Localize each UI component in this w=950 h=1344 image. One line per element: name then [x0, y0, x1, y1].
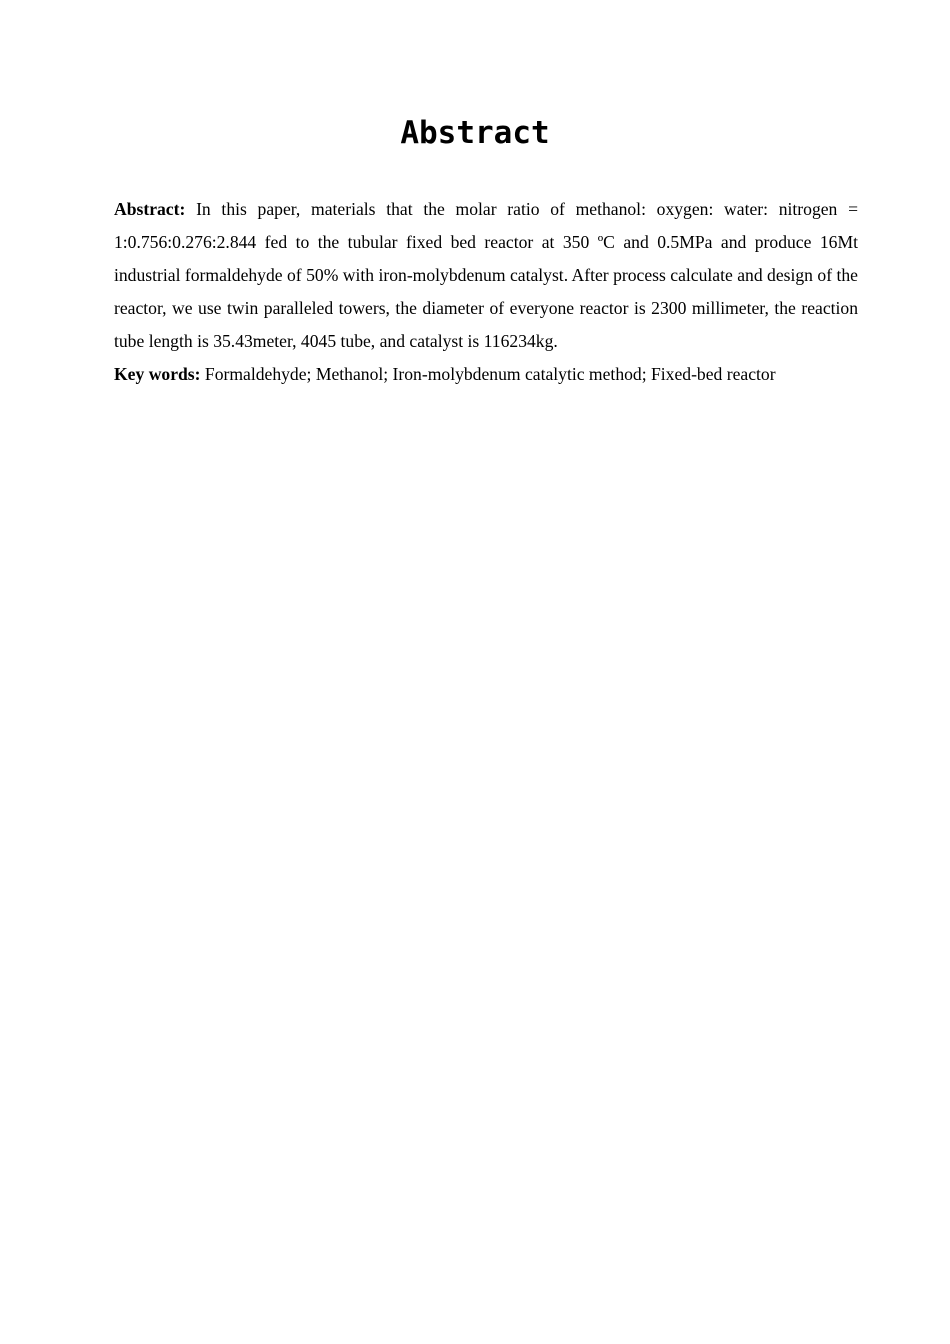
page-title: Abstract	[400, 115, 550, 151]
keywords-label: Key words:	[114, 364, 201, 384]
abstract-text: In this paper, materials that the molar ratio of methanol: oxygen: water: nitrogen = 1:0.756:0.276:2.844 fed to the tubular fixed bed reactor at 350 ºC and 0.5MPa and produce 16Mt industrial formaldehyde of 50% with iron-molybdenum catalyst. After process calculate and design of the reactor, we use twin paralleled towers, the diameter of everyone reactor is 2300 millimeter, the reaction tube length is 35.43meter, 4045 tube, and catalyst is 116234kg.	[114, 199, 858, 351]
keywords-text: Formaldehyde; Methanol; Iron-molybdenum catalytic method; Fixed-bed reactor	[204, 364, 776, 384]
abstract-label: Abstract:	[114, 199, 186, 219]
abstract-paragraph	[114, 193, 858, 358]
keywords-paragraph	[114, 358, 858, 391]
